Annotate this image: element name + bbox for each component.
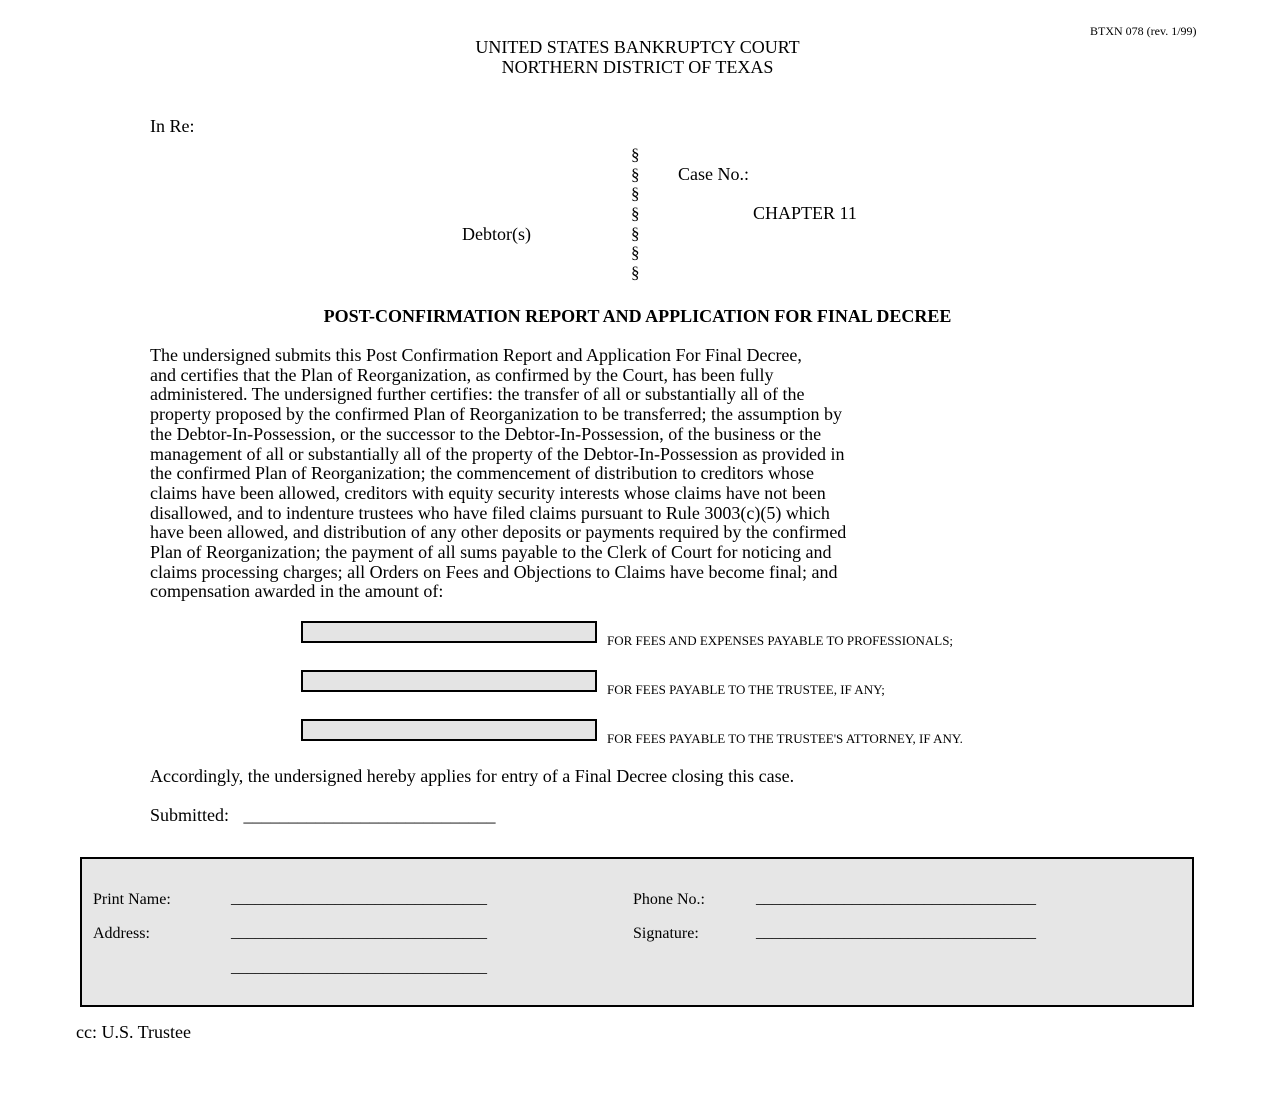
- cc-line: cc: U.S. Trustee: [76, 1022, 192, 1042]
- debtor-label: Debtor(s): [462, 224, 531, 244]
- court-name: UNITED STATES BANKRUPTCY COURT: [475, 37, 800, 57]
- in-re-label: In Re:: [150, 116, 195, 136]
- print-name-label: Print Name:: [93, 891, 171, 908]
- address-field-line-1[interactable]: ________________________________: [231, 924, 487, 941]
- professional-fees-field[interactable]: [301, 621, 597, 643]
- case-no-label: Case No.:: [678, 164, 749, 184]
- section-symbol: §: [631, 145, 640, 164]
- form-id: BTXN 078 (rev. 1/99): [1090, 24, 1197, 38]
- signature-label: Signature:: [633, 925, 699, 942]
- court-district: NORTHERN DISTRICT OF TEXAS: [501, 57, 774, 77]
- section-symbol: §: [631, 224, 640, 243]
- section-symbol: §: [631, 165, 640, 184]
- submitted-label: Submitted:: [150, 805, 230, 825]
- signature-block: [80, 857, 1194, 1007]
- chapter-label: CHAPTER 11: [753, 203, 857, 223]
- phone-label: Phone No.:: [633, 891, 705, 908]
- submitted-row: [150, 805, 496, 826]
- section-symbol: §: [631, 204, 640, 223]
- section-symbol: §: [631, 243, 640, 262]
- trustee-attorney-fees-label: FOR FEES PAYABLE TO THE TRUSTEE'S ATTORNEY, IF ANY.: [607, 731, 963, 746]
- trustee-attorney-fees-field[interactable]: [301, 719, 597, 741]
- print-name-field[interactable]: ________________________________: [231, 890, 487, 907]
- submitted-signature-line[interactable]: ____________________________: [243, 805, 496, 825]
- section-symbol: §: [631, 263, 640, 282]
- professional-fees-label: FOR FEES AND EXPENSES PAYABLE TO PROFESSIONALS;: [607, 633, 954, 648]
- address-field-line-2[interactable]: ________________________________: [231, 959, 487, 976]
- signature-field[interactable]: ___________________________________: [756, 924, 1036, 941]
- document-title: POST-CONFIRMATION REPORT AND APPLICATION FOR FINAL DECREE: [323, 306, 952, 326]
- address-label: Address:: [93, 925, 150, 942]
- certification-paragraph: The undersigned submits this Post Confirmation Report and Application For Final Decree, and certifies that the Plan of Reorganization, as confirmed by the Court, has been fully administered. The undersigned further certifies: the transfer of all or substantially all of the property proposed by the confirmed Plan of Reorganization to be transferred; the assumption by the Debtor-In-Possession, or the successor to the Debtor-In-Possession, of the business or the management of all or substantially all of the property of the Debtor-In-Possession as provided in the confirmed Plan of Reorganization; the commencement of distribution to creditors whose claims have been allowed, creditors with equity security interests whose claims have not been disallowed, and to indenture trustees who have filed claims pursuant to Rule 3003(c)(5) which have been allowed, and distribution of any other deposits or payments required by the confirmed Plan of Reorganization; the payment of all sums payable to the Clerk of Court for noticing and claims processing charges; all Orders on Fees and Objections to Claims have become final; and compensation awarded in the amount of:: [150, 345, 847, 602]
- phone-field[interactable]: ___________________________________: [756, 890, 1036, 907]
- trustee-fees-field[interactable]: [301, 670, 597, 692]
- application-statement: Accordingly, the undersigned hereby applies for entry of a Final Decree closing this case.: [150, 766, 795, 786]
- section-symbol: §: [631, 184, 640, 203]
- trustee-fees-label: FOR FEES PAYABLE TO THE TRUSTEE, IF ANY;: [607, 682, 885, 697]
